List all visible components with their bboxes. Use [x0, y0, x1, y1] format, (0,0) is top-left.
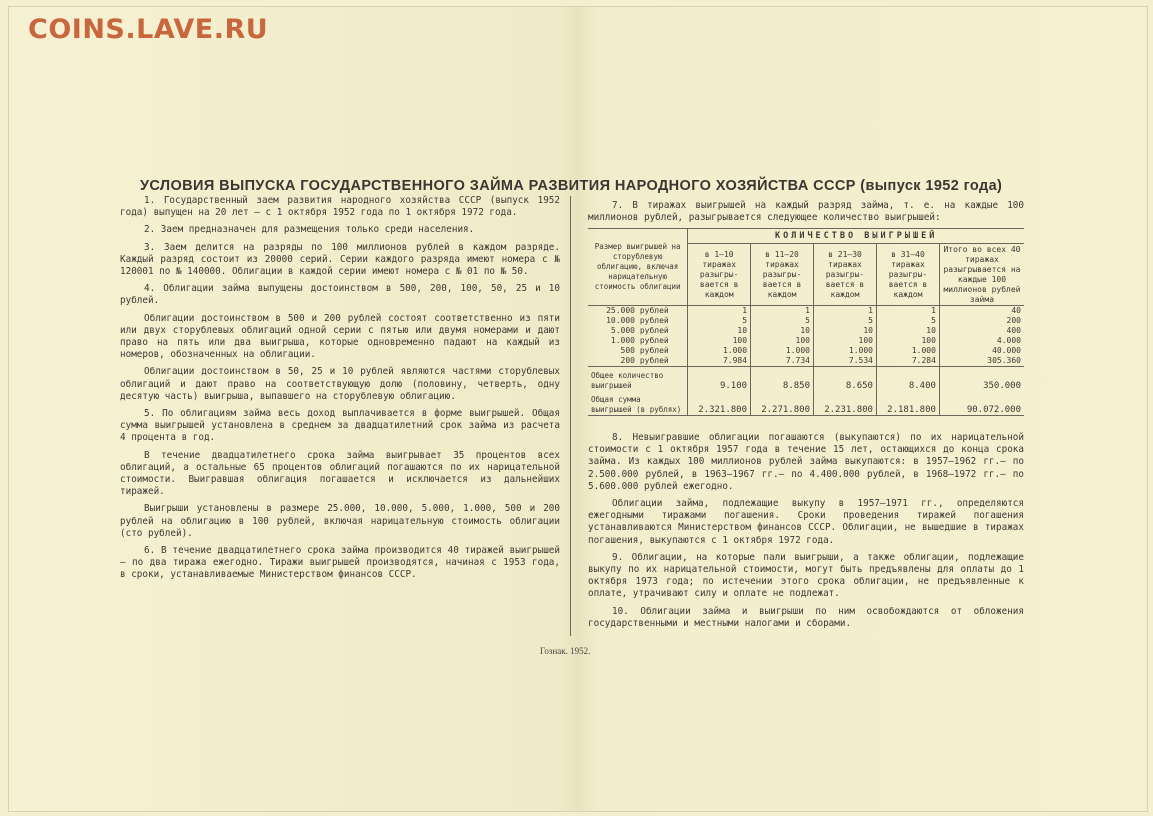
table-row: 500 рублей 1.000 1.000 1.000 1.000 40.000 — [588, 346, 1024, 356]
paragraph: Облигации займа, подлежащие выкупу в 1957—1971 гг., определяются ежегодными тиражами погашения. Сроки проведения тиражей погашения устанавливаются Министерством финансов СССР. Облигации, не вышедшие в тиражах погашения, выкупаются с 1 октября 1972 года. — [588, 498, 1024, 546]
paragraph: В течение двадцатилетнего срока займа выигрывает 35 процентов всех облигаций, а остальные 65 процентов облигаций погашаются по их нарицательной стоимости. Выигравшая облигация погашается и исключается из дальнейших тиражей. — [120, 449, 560, 498]
right-column — [588, 432, 1024, 635]
right-intro — [588, 200, 1024, 229]
table-row: 10.000 рублей 5 5 5 5 200 — [588, 316, 1024, 326]
paragraph: Облигации достоинством в 50, 25 и 10 рублей являются частями сторублевых облигаций и дают право на соответствующую долю (половину, четверть, одну десятую часть) выигрыша, выпавшего на сторублевую облигацию. — [120, 366, 560, 402]
paragraph: 2. Заем предназначен для размещения только среди населения. — [144, 224, 475, 236]
prize-size-header: Размер выигрышей на сторублевую облигацию, включая нарицательную стоимость облигации — [588, 229, 688, 306]
document-title: УСЛОВИЯ ВЫПУСКА ГОСУДАРСТВЕННОГО ЗАЙМА РАЗВИТИЯ НАРОДНОГО ХОЗЯЙСТВА СССР (выпуск 1952 года) — [140, 178, 1003, 194]
table-row: 25.000 рублей 1 1 1 1 40 — [588, 306, 1024, 317]
printer-imprint: Гознак. 1952. — [540, 646, 591, 656]
col-header: в 31—40 тиражах разыгры-вается в каждом — [876, 244, 939, 306]
col-header: в 1—10 тиражах разыгры-вается в каждом — [688, 244, 751, 306]
paragraph: 8. Невыигравшие облигации погашаются (выкупаются) по их нарицательной стоимости с 1 октября 1957 года в течение 15 лет, остающихся до конца срока займа. Из каждых 100 миллионов рублей займа выкупаются: в 1957—1962 гг.— по 2.500.000 рублей, в 1963—1967 гг.— по 4.400.000 рублей, в 1968—1972 гг.— по 5.600.000 рублей ежегодно. — [588, 432, 1024, 492]
paragraph: Облигации достоинством в 500 и 200 рублей состоят соответственно из пяти или двух сторублевых облигаций одной серии с пятью или двумя номерами и дают право на пять или два выигрыша, которые одновременно падают на каждый из номеров, обозначенных на облигации. — [120, 312, 560, 361]
paragraph: 9. Облигации, на которые пали выигрыши, а также облигации, подлежащие выкупу по их нарицательной стоимости, могут быть предъявлены для оплаты до 1 октября 1973 года; по истечении этого срока облигации, не предъявленные к оплате, утрачивают силу и оплате не подлежат. — [588, 551, 1024, 600]
group-header: КОЛИЧЕСТВО ВЫИГРЫШЕЙ — [688, 229, 1024, 244]
table-row: 1.000 рублей 100 100 100 100 4.000 — [588, 336, 1024, 346]
col-header: в 21—30 тиражах разыгры-вается в каждом — [814, 244, 877, 306]
paragraph: 3. Заем делится на разряды по 100 миллионов рублей в каждом разряде. Каждый разряд состоит из 20000 серий. Серии каждого разряда имеют номера с № 120001 по № 140000. Облигации в каждой серии имеют номера с № 01 по № 50. — [120, 241, 560, 278]
col-header: в 11—20 тиражах разыгры-вается в каждом — [751, 244, 814, 306]
paragraph: 1. Государственный заем развития народного хозяйства СССР (выпуск 1952 года) выпущен на 20 лет — с 1 октября 1952 года по 1 октября 1972 года. — [120, 195, 560, 219]
total-count-row: Общее количество выигрышей 9.100 8.850 8.650 8.400 350.000 — [588, 367, 1024, 392]
column-divider — [570, 196, 571, 636]
table-row: 200 рублей 7.984 7.734 7.534 7.284 305.360 — [588, 356, 1024, 367]
table-row: 5.000 рублей 10 10 10 10 400 — [588, 326, 1024, 336]
total-sum-row: Общая сумма выигрышей (в рублях) 2.321.800 2.271.800 2.231.800 2.181.800 90.072.000 — [588, 391, 1024, 416]
paragraph: 5. По облигациям займа весь доход выплачивается в форме выигрышей. Общая сумма выигрышей установлена в среднем за двадцатилетний срок займа из расчета 4 процента в год. — [120, 408, 560, 444]
left-column — [120, 195, 560, 587]
paragraph: 4. Облигации займа выпущены достоинством в 500, 200, 100, 50, 25 и 10 рублей. — [120, 283, 560, 307]
winnings-table — [588, 228, 1024, 416]
paragraph: 10. Облигации займа и выигрыши по ним освобождаются от обложения государственными и местными налогами и сборами. — [588, 605, 1024, 629]
paragraph: 7. В тиражах выигрышей на каждый разряд займа, т. е. на каждые 100 миллионов рублей, разыгрывается следующее количество выигрышей: — [588, 200, 1024, 224]
site-watermark: COINS.LAVE.RU — [28, 14, 269, 45]
paragraph: 6. В течение двадцатилетнего срока займа производится 40 тиражей выигрышей — по два тиража ежегодно. Тиражи выигрышей производятся, начиная с 1953 года, в сроки, устанавливаемые Министерством финансов СССР. — [120, 545, 560, 581]
col-header: Итого во всех 40 тиражах разыгрывается на каждые 100 миллионов рублей займа — [939, 244, 1024, 306]
paragraph: Выигрыши установлены в размере 25.000, 10.000, 5.000, 1.000, 500 и 200 рублей на облигацию в 100 рублей, включая нарицательную стоимость облигации (сто рублей). — [120, 503, 560, 539]
